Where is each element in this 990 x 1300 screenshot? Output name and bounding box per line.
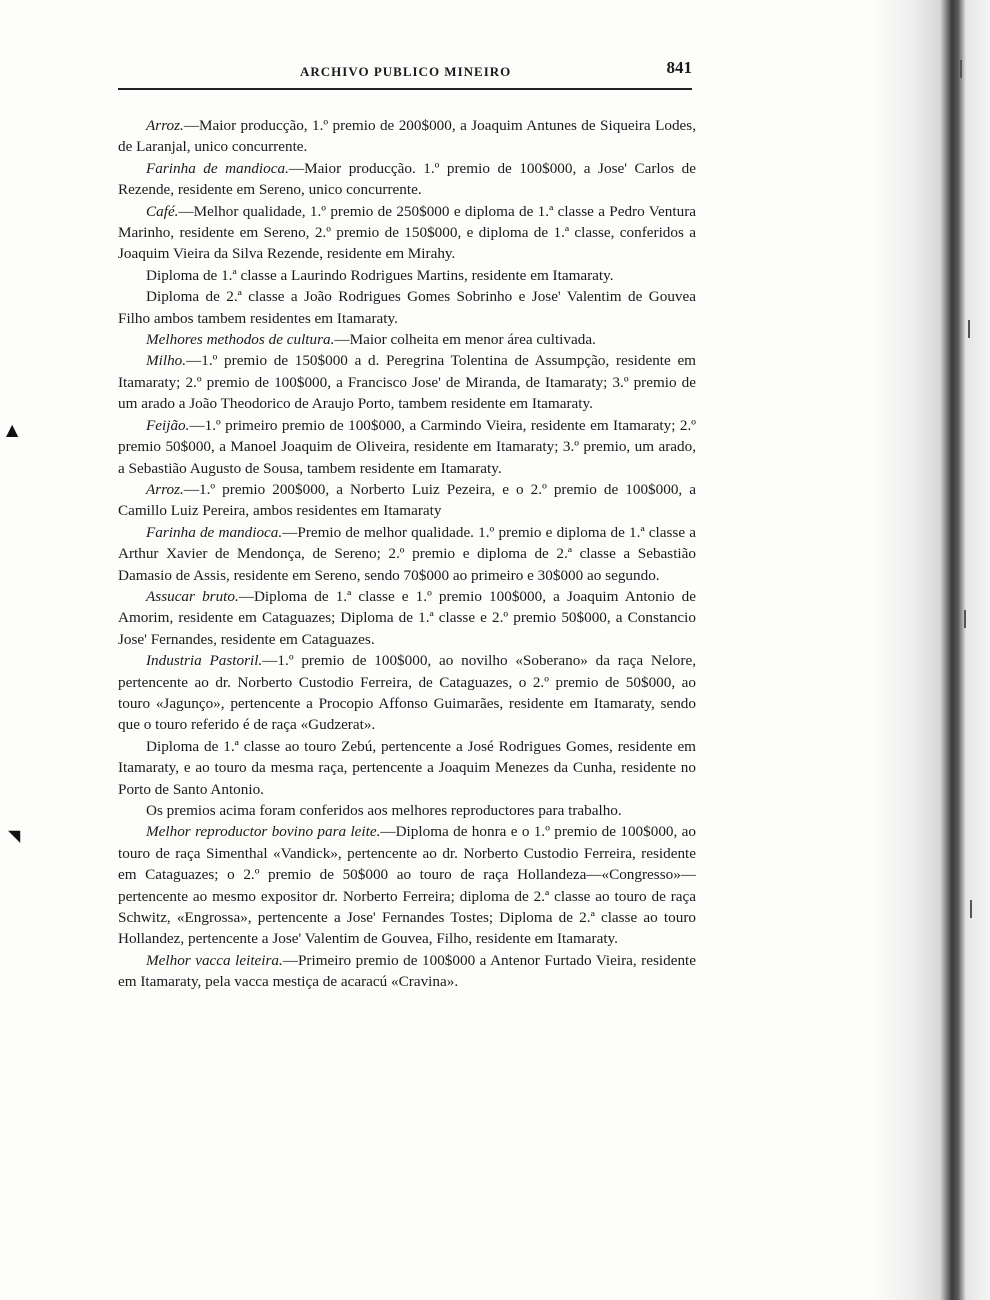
paragraph-text: —Maior producção, 1.º premio de 200$000, a Joaquim Antunes de Siqueira Lodes, de Laranjal, unico concurrente.	[118, 117, 696, 156]
page-number: 841	[666, 58, 692, 77]
paragraph	[118, 115, 696, 158]
page-binding-edge	[870, 0, 990, 1300]
paragraph-lead: Feijão.	[146, 416, 190, 434]
paragraph-lead: Arroz.	[146, 117, 184, 134]
paragraph-text: —Diploma de honra e o 1.º premio de 100$000, ao touro de raça Simenthal «Vandick», pertencente ao dr. Norberto Custodio Ferreira, residente em Cataguazes; o 2.º premio de 50$000 ao touro de raça Hollandeza—«Congresso»—pertencente ao mesmo expositor dr. Norberto Ferreira; diploma de 2.ª classe ao touro de raça Schwitz, «Engrossa», pertencente a Jose' Fernandes Tostes; Diploma de 2.ª classe ao touro Hollandez, pertencente a Jose' Valentim de Gouvea, Filho, residente em Itamaraty.	[118, 823, 696, 948]
paragraph	[118, 821, 696, 949]
paragraph-text: —Maior colheita em menor área cultivada.	[334, 331, 596, 349]
paragraph-lead: Farinha de mandioca.	[146, 159, 289, 177]
edge-speck	[964, 610, 966, 628]
paragraph	[118, 950, 696, 993]
paragraph	[118, 286, 696, 329]
paragraph-text: —Melhor qualidade, 1.º premio de 250$000 e diploma de 1.ª classe a Pedro Ventura Marinho, residente em Sereno, 2.º premio de 150$000, e diploma de 1.ª classe, conferidos a Joaquim Vieira da Silva Rezende, residente em Mirahy.	[118, 202, 696, 263]
paragraph-text: —Maior producção. 1.º premio de 100$000, a Jose' Carlos de Rezende, residente em Sereno, unico concurrente.	[118, 159, 696, 199]
paragraph	[118, 800, 696, 821]
paragraph-lead: Café.	[146, 202, 179, 220]
paragraph-lead: Melhor reproductor bovino para leite.	[146, 823, 381, 841]
paragraph-lead: Assucar bruto.	[146, 587, 239, 605]
paragraph	[118, 479, 696, 522]
left-margin-mark-1: ▲	[6, 420, 19, 439]
paragraph-lead: Melhores methodos de cultura.	[146, 331, 335, 349]
paragraph-lead: Industria Pastoril.	[146, 652, 263, 670]
running-header	[118, 56, 692, 86]
edge-speck	[968, 320, 970, 338]
paragraph-text: —Diploma de 1.ª classe e 1.º premio 100$000, a Joaquim Antonio de Amorim, residente em Cataguazes; Diploma de 1.ª classe e 2.º premio 50$000, a Constancio Jose' Fernandes, residente em Cataguazes.	[118, 587, 696, 648]
document-body	[118, 115, 696, 993]
paragraph-lead: Milho.	[146, 352, 187, 370]
paragraph-text: Diploma de 1.ª classe ao touro Zebú, pertencente a José Rodrigues Gomes, residente em Itamaraty, e ao touro da mesma raça, pertencente a Joaquim Menezes da Cunha, residente no Porto de Santo Antonio.	[118, 737, 696, 798]
paragraph-text: Diploma de 2.ª classe a João Rodrigues Gomes Sobrinho e Jose' Valentim de Gouvea Filho ambos tambem residentes em Itamaraty.	[118, 288, 696, 327]
edge-speck	[960, 60, 962, 78]
paragraph-text: —1.º premio de 100$000, ao novilho «Soberano» da raça Nelore, pertencente ao dr. Norberto Custodio Ferreira, de Cataguazes, o 2.º premio de 50$000, ao touro «Jagunço», pertencente a Procopio Affonso Guimarães, residente em Itamaraty, sendo que o touro referido é de raça «Gudzerat».	[118, 652, 696, 734]
paragraph	[118, 415, 696, 479]
paragraph-text: —1.º primeiro premio de 100$000, a Carmindo Vieira, residente em Itamaraty; 2.º premio 50$000, a Manoel Joaquim de Oliveira, residente em Itamaraty; 3.º premio, um arado, a Sebastião Augusto de Sousa, tambem residente em Itamaraty.	[118, 416, 696, 477]
paragraph	[118, 201, 696, 265]
paragraph-lead: Arroz.	[146, 480, 184, 498]
paragraph-lead: Melhor vacca leiteira.	[146, 951, 283, 969]
paragraph	[118, 350, 696, 414]
paragraph-text: Os premios acima foram conferidos aos melhores reproductores para trabalho.	[146, 802, 622, 819]
paragraph	[118, 329, 696, 350]
paragraph	[118, 158, 696, 201]
header-rule	[118, 88, 692, 90]
paragraph	[118, 650, 696, 736]
paragraph	[118, 522, 696, 586]
paragraph-text: Diploma de 1.ª classe a Laurindo Rodrigues Martins, residente em Itamaraty.	[146, 266, 614, 284]
paragraph-text: —Premio de melhor qualidade. 1.º premio e diploma de 1.ª classe a Arthur Xavier de Mendonça, de Sereno; 2.º premio e diploma de 2.ª classe a Sebastião Damasio de Assis, residente em Sereno, sendo 70$000 ao primeiro e 30$000 ao segundo.	[118, 523, 696, 584]
running-title: ARCHIVO PUBLICO MINEIRO	[300, 64, 512, 79]
paragraph-text: —Primeiro premio de 100$000 a Antenor Furtado Vieira, residente em Itamaraty, pela vacca mestiça de acaracú «Cravina».	[118, 951, 696, 991]
paragraph	[118, 586, 696, 650]
paragraph-text: —1.º premio 200$000, a Norberto Luiz Pezeira, e o 2.º premio de 100$000, a Camillo Luiz Pereira, ambos residentes em Itamaraty	[118, 480, 696, 520]
paragraph	[118, 265, 696, 286]
paragraph-lead: Farinha de mandioca.	[146, 523, 283, 541]
paragraph-text: —1.º premio de 150$000 a d. Peregrina Tolentina de Assumpção, residente em Itamaraty; 2.º premio de 100$000, a Francisco Jose' de Miranda, de Itamaraty; 3.º premio de um arado a João Theodorico de Araujo Porto, tambem residente em Itamaraty.	[118, 352, 696, 413]
left-margin-mark-2: ◥	[8, 826, 21, 845]
edge-speck	[970, 900, 972, 918]
paragraph	[118, 736, 696, 800]
